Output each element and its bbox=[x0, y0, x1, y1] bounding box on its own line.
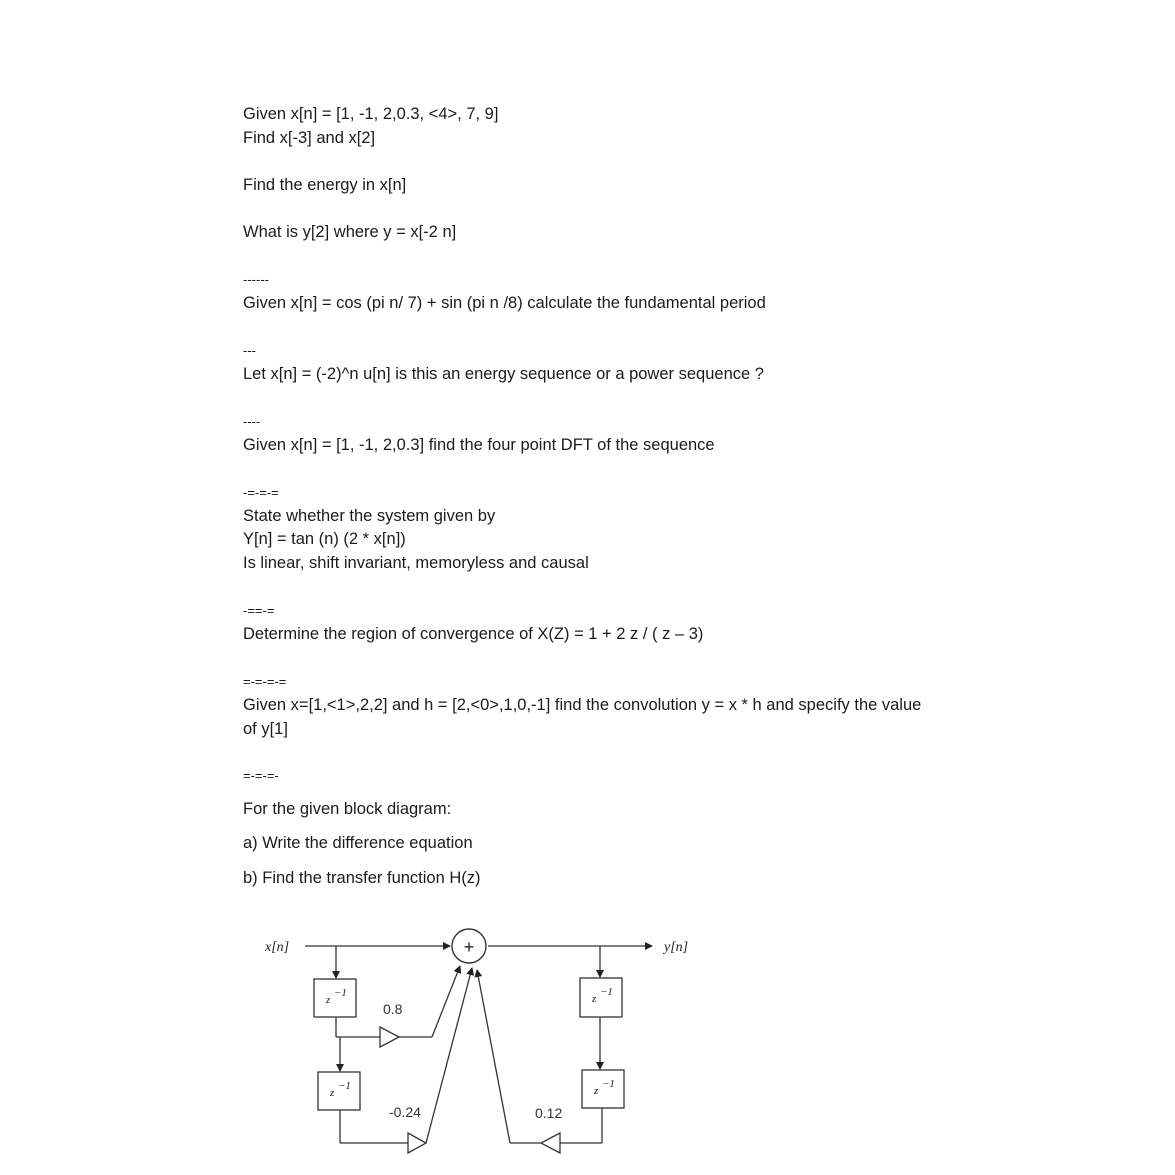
q8-part-a: a) Write the difference equation bbox=[243, 834, 473, 852]
delay-exponent: −1 bbox=[602, 1078, 615, 1090]
delay-label: z bbox=[594, 1085, 599, 1097]
separator-2: --- bbox=[243, 343, 256, 358]
coefficient-024: -0.24 bbox=[389, 1104, 421, 1120]
q1-scaling: What is y[2] where y = x[-2 n] bbox=[243, 223, 457, 241]
separator-4: -=-=-= bbox=[243, 485, 279, 500]
q5-system: State whether the system given by bbox=[243, 507, 496, 525]
q5-properties: Is linear, shift invariant, memoryless and causal bbox=[243, 554, 589, 572]
q1-find: Find x[-3] and x[2] bbox=[243, 129, 376, 147]
gain-triangle-08 bbox=[380, 1027, 399, 1047]
delay-block-right-2 bbox=[582, 1070, 624, 1108]
separator-5: -==-= bbox=[243, 603, 275, 618]
delay-label: z bbox=[592, 993, 597, 1005]
delay-exponent: −1 bbox=[334, 987, 347, 999]
separator-1: ------ bbox=[243, 272, 269, 287]
q7-convolution: Given x=[1,<1>,2,2] and h = [2,<0>,1,0,-1] find the convolution y = x * h and specify the value bbox=[243, 696, 922, 714]
gain-triangle-024 bbox=[408, 1133, 426, 1153]
delay-exponent: −1 bbox=[338, 1080, 351, 1092]
delay-label: z bbox=[330, 1087, 335, 1099]
coefficient-08: 0.8 bbox=[383, 1001, 403, 1017]
q1-given: Given x[n] = [1, -1, 2,0.3, <4>, 7, 9] bbox=[243, 105, 499, 123]
q8-intro: For the given block diagram: bbox=[243, 800, 452, 818]
delay-block-right-1 bbox=[580, 978, 622, 1017]
delay-block-left-2 bbox=[318, 1072, 360, 1110]
adder-symbol: + bbox=[463, 937, 475, 957]
q8-part-b: b) Find the transfer function H(z) bbox=[243, 869, 481, 887]
delay-block-left-1 bbox=[314, 979, 356, 1017]
gain-012-to-adder bbox=[477, 970, 510, 1143]
separator-6: =-=-=-= bbox=[243, 674, 287, 689]
q5-equation: Y[n] = tan (n) (2 * x[n]) bbox=[243, 530, 406, 548]
delay-label: z bbox=[326, 994, 331, 1006]
separator-3: ---- bbox=[243, 414, 261, 429]
gain-08-to-adder bbox=[432, 966, 460, 1037]
q3-energy-power: Let x[n] = (-2)^n u[n] is this an energy sequence or a power sequence ? bbox=[243, 365, 764, 383]
output-label: y[n] bbox=[664, 940, 689, 955]
q2-period: Given x[n] = cos (pi n/ 7) + sin (pi n /8) calculate the fundamental period bbox=[243, 294, 766, 312]
q6-roc: Determine the region of convergence of X(Z) = 1 + 2 z / ( z – 3) bbox=[243, 625, 704, 643]
delay-exponent: −1 bbox=[600, 986, 613, 998]
separator-7: =-=-=- bbox=[243, 768, 279, 783]
input-label: x[n] bbox=[265, 940, 290, 955]
q1-energy: Find the energy in x[n] bbox=[243, 176, 407, 194]
coefficient-012: 0.12 bbox=[535, 1105, 563, 1121]
q7-convolution-cont: of y[1] bbox=[243, 720, 288, 738]
q4-dft: Given x[n] = [1, -1, 2,0.3] find the four point DFT of the sequence bbox=[243, 436, 715, 454]
gain-triangle-012 bbox=[541, 1133, 560, 1153]
